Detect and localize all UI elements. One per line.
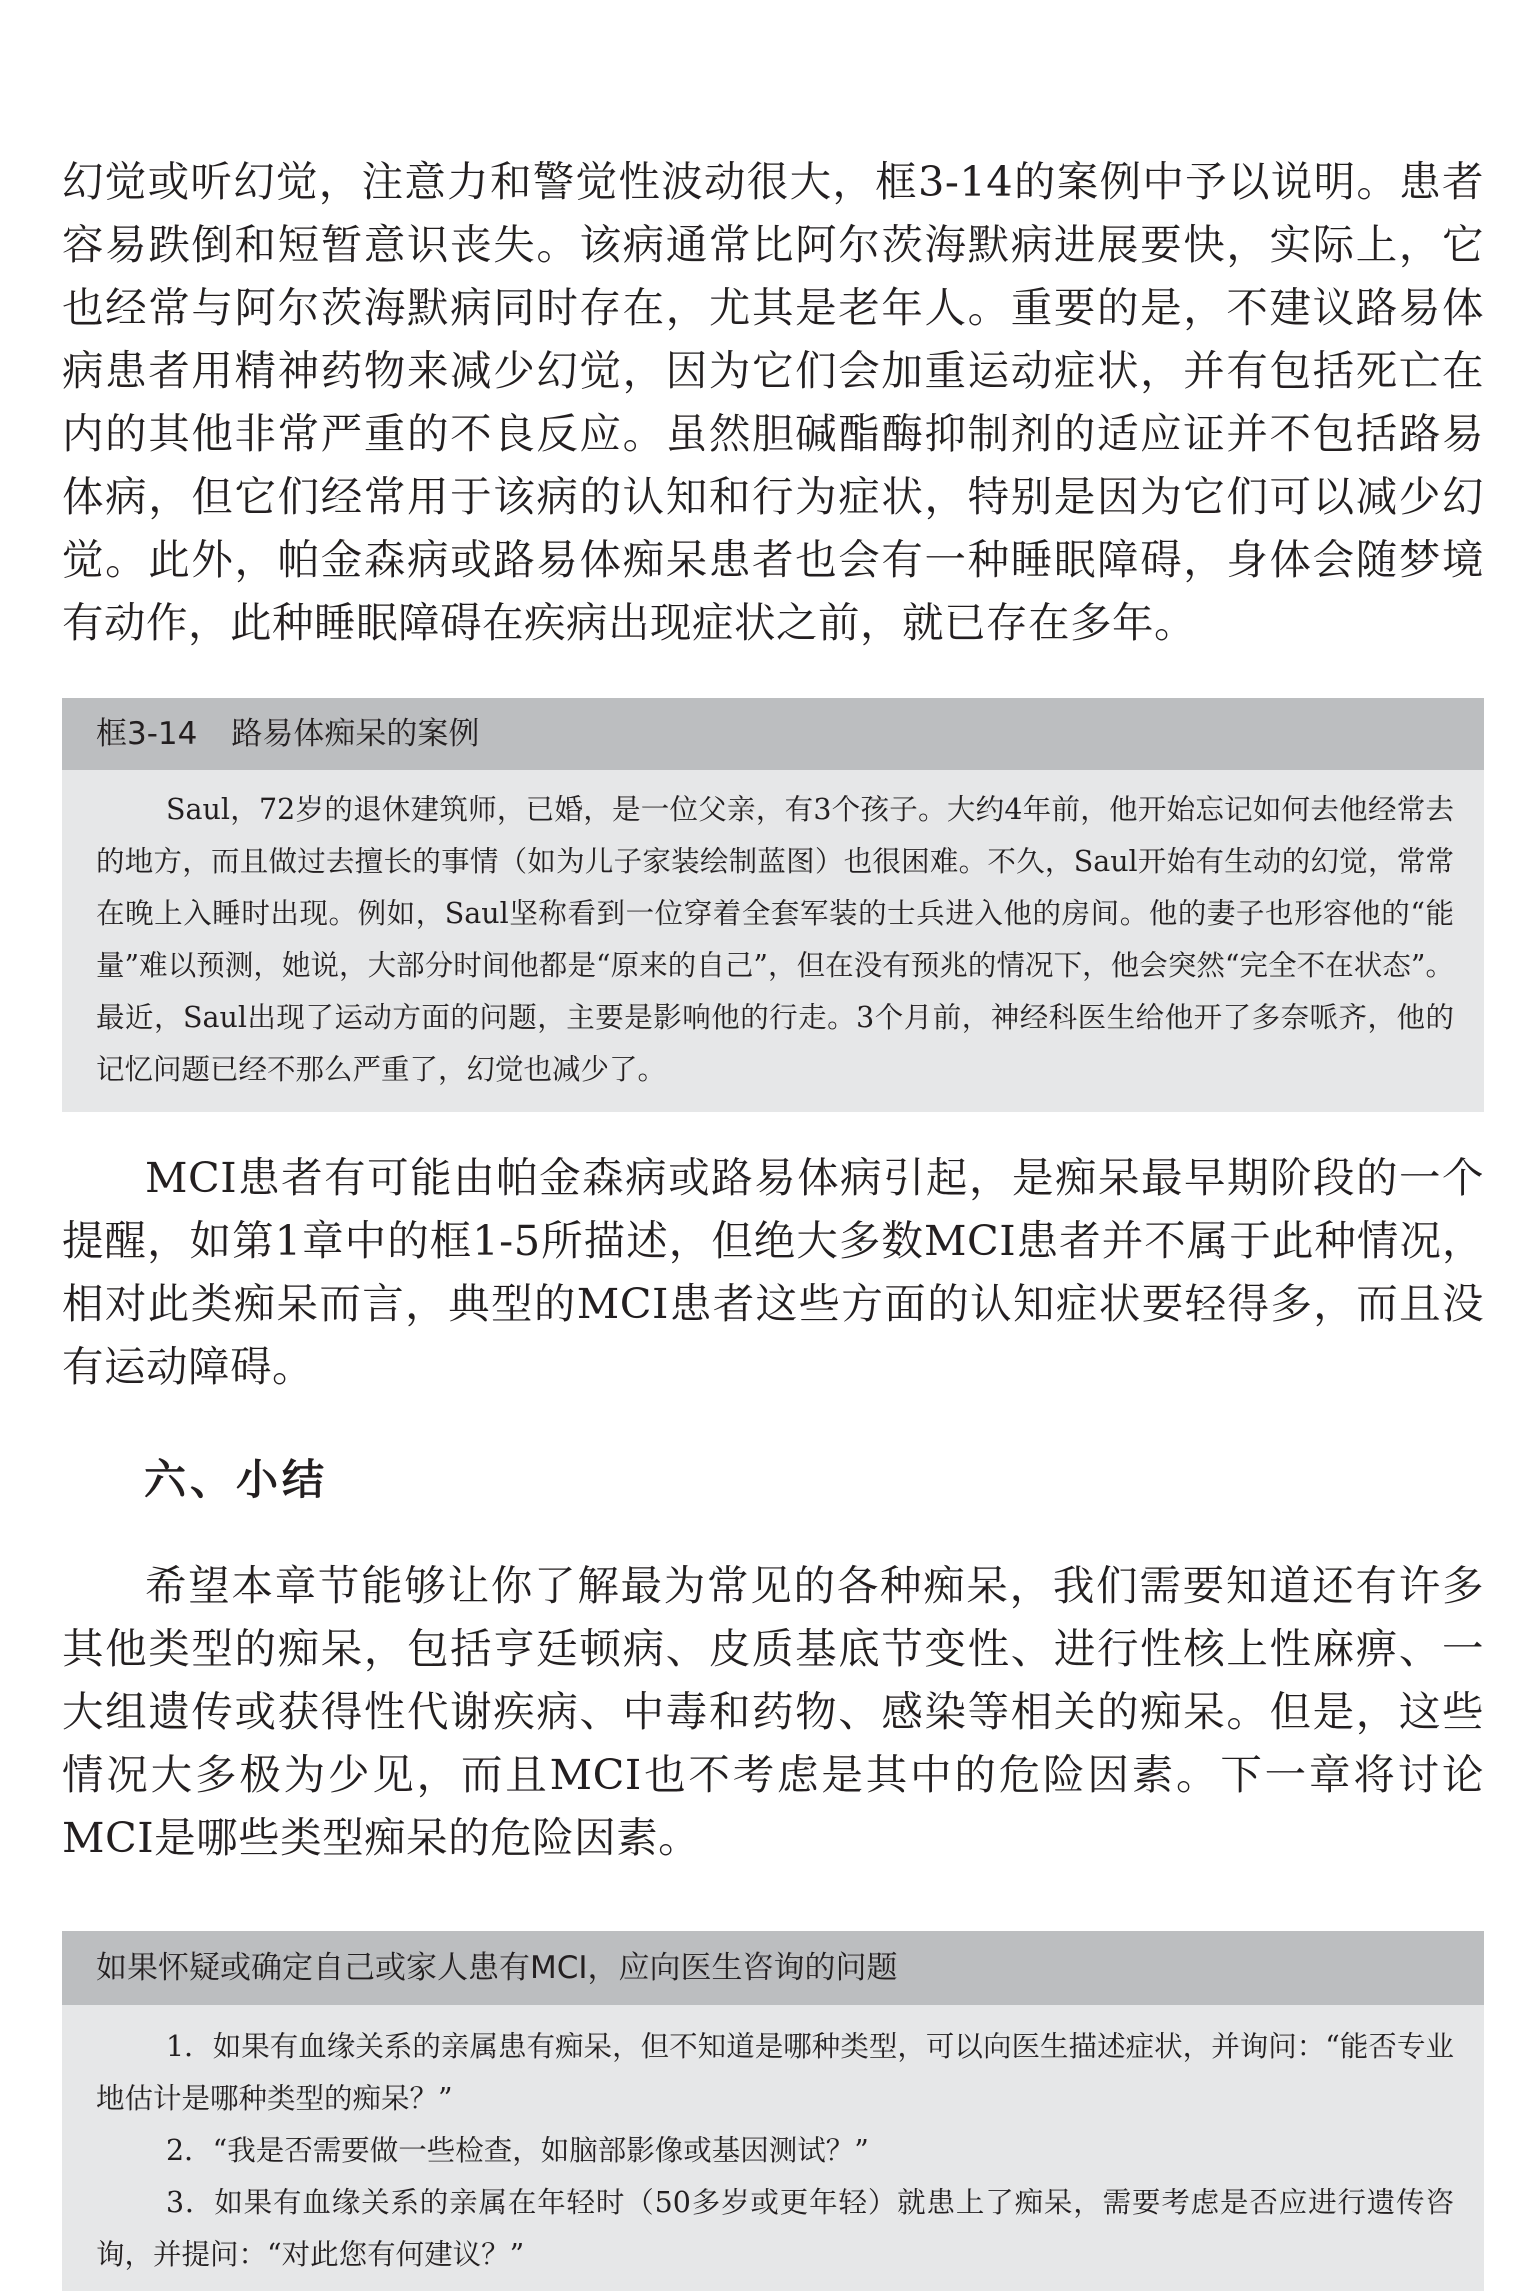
questions-box-header: 如果怀疑或确定自己或家人患有MCI，应向医生咨询的问题 [62,1931,1484,2005]
body-paragraph: 幻觉或听幻觉，注意力和警觉性波动很大，框3-14的案例中予以说明。患者容易跌倒和短暂意识丧失。该病通常比阿尔茨海默病进展要快，实际上，它也经常与阿尔茨海默病同时存在，尤其是老年人。重要的是，不建议路易体病患者用精神药物来减少幻觉，因为它们会加重运动症状，并有包括死亡在内的其他非常严重的不良反应。虽然胆碱酯酶抑制剂的适应证并不包括路易体病，但它们经常用于该病的认知和行为症状，特别是因为它们可以减少幻觉。此外，帕金森病或路易体痴呆患者也会有一种睡眠障碍，身体会随梦境有动作，此种睡眠障碍在疾病出现症状之前，就已存在多年。 [62,157,1484,647]
section-heading: 六、小结 [144,1455,329,1504]
case-box-text: Saul，72岁的退休建筑师，已婚，是一位父亲，有3个孩子。大约4年前，他开始忘记如何去他经常去的地方，而且做过去擅长的事情（如为儿子家装绘制蓝图）也很困难。不久，Saul开始有生动的幻觉，常常在晚上入睡时出现。例如，Saul坚称看到一位穿着全套军装的士兵进入他的房间。他的妻子也形容他的“能量”难以预测，她说，大部分时间他都是“原来的自己”，但在没有预兆的情况下，他会突然“完全不在状态”。最近，Saul出现了运动方面的问题，主要是影响他的行走。3个月前，神经科医生给他开了多奈哌齐，他的记忆问题已经不那么严重了，幻觉也减少了。 [96,793,1454,1086]
body-paragraph: MCI患者有可能由帕金森病或路易体病引起，是痴呆最早期阶段的一个提醒，如第1章中的框1-5所描述，但绝大多数MCI患者并不属于此种情况，相对此类痴呆而言，典型的MCI患者这些方面的认知症状要轻得多，而且没有运动障碍。 [62,1153,1484,1391]
question-item: 3．如果有血缘关系的亲属在年轻时（50多岁或更年轻）就患上了痴呆，需要考虑是否应进行遗传咨询，并提问：“对此您有何建议？” [96,2186,1454,2271]
question-item: 2．“我是否需要做一些检查，如脑部影像或基因测试？” [166,2134,869,2167]
questions-box-body [62,2005,1484,2291]
case-box-title: 路易体痴呆的案例 [231,716,480,752]
case-box-body [62,770,1484,1112]
questions-box [62,1931,1484,2291]
case-box [62,698,1484,1112]
question-item: 1．如果有血缘关系的亲属患有痴呆，但不知道是哪种类型，可以向医生描述症状，并询问：“能否专业地估计是哪种类型的痴呆？” [96,2030,1454,2115]
page-content [62,150,1484,2291]
case-box-header [62,698,1484,770]
body-paragraph: 希望本章节能够让你了解最为常见的各种痴呆，我们需要知道还有许多其他类型的痴呆，包括亨廷顿病、皮质基底节变性、进行性核上性麻痹、一大组遗传或获得性代谢疾病、中毒和药物、感染等相关的痴呆。但是，这些情况大多极为少见，而且MCI也不考虑是其中的危险因素。下一章将讨论MCI是哪些类型痴呆的危险因素。 [62,1561,1484,1862]
case-box-number: 框3-14 [96,716,198,752]
